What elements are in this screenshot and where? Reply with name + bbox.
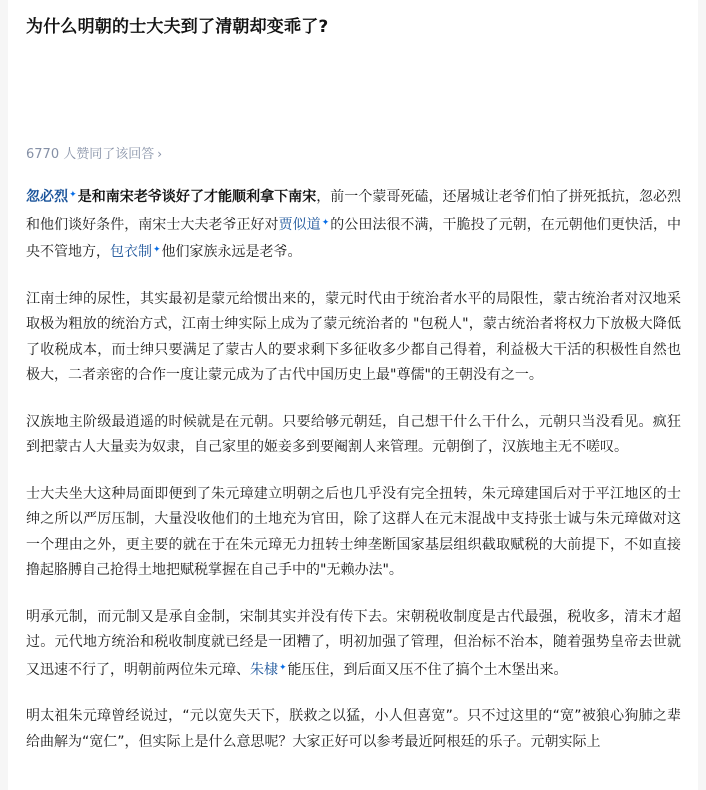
bold-text: 是和南宋老爷谈好了才能顺利拿下南宋 — [77, 189, 317, 205]
sparkle-icon: ✦ — [279, 662, 287, 673]
paragraph-2: 江南士绅的尿性，其实最初是蒙元给惯出来的，蒙元时代由于统治者水平的局限性，蒙古统治者对汉地采取极为粗放的统治方式，江南士绅实际上成为了蒙元统治者的 "包税人"，蒙古统治者将权力下放极大降低了收税成本，而士绅只要满足了蒙古人的要求剩下多征收多少都自己得着，利益极大干活的积极性自然也极大，二者亲密的合作一度让蒙元成为了古代中国历史上最"尊儒"的王朝没有之一。 — [26, 290, 681, 383]
topic-link-baoyi[interactable]: 包衣制 — [110, 244, 152, 260]
paragraph-4: 士大夫坐大这种局面即便到了朱元璋建立明朝之后也几乎没有完全扭转，朱元璋建国后对于平江地区的士绅之所以严厉压制，大量没收他们的土地充为官田，除了这群人在元末混战中支持张士诚与朱元璋做对这一个理由之外，更主要的就在于在朱元璋无力扭转士绅垄断国家基层组织截取赋税的大前提下，不如直接撸起胳膊自己抢得土地把赋税掌握在自己手中的"无赖办法"。 — [26, 485, 681, 578]
answer-card — [8, 0, 698, 790]
paragraph-3: 汉族地主阶级最逍遥的时候就是在元朝。只要给够元朝廷，自己想干什么干什么，元朝只当没看见。疯狂到把蒙古人大量卖为奴隶，自己家里的姬妾多到要阉割人来管理。元朝倒了，汉族地主无不嗟叹。 — [26, 413, 681, 455]
paragraph-text: 他们家族永远是老爷。 — [161, 244, 302, 260]
paragraph-6: 明太祖朱元璋曾经说过，“元以宽失天下，朕救之以猛，小人但喜宽”。只不过这里的“宽”被狼心狗肺之辈给曲解为“宽仁”，但实际上是什么意思呢？大家正好可以参考最近阿根廷的乐子。元朝实际上 — [26, 708, 681, 750]
topic-link-kublai[interactable]: 忽必烈 — [26, 189, 69, 205]
vote-count-text: 6770 人赞同了该回答 — [26, 147, 155, 162]
paragraph-text: 能压住，到后面又压不住了搞个土木堡出来。 — [287, 661, 568, 678]
vote-count-link[interactable] — [26, 143, 162, 162]
question-title[interactable]: 为什么明朝的士大夫到了清朝却变乖了? — [26, 17, 329, 37]
paragraph-text: ，前一个蒙哥死磕，还屠城让老爷们怕了拼死抵抗，忽必烈和他们谈好条件，南宋士大夫老爷正好对 — [26, 189, 682, 233]
answer-content — [26, 183, 681, 776]
topic-link-zhu-di[interactable]: 朱棣 — [250, 661, 278, 678]
paragraph-5 — [26, 605, 681, 684]
sparkle-icon: ✦ — [69, 190, 77, 200]
topic-link-jia-sidao[interactable]: 贾似道 — [278, 216, 321, 233]
sparkle-icon: ✦ — [153, 245, 161, 255]
sparkle-icon: ✦ — [321, 217, 330, 228]
chevron-right-icon: › — [157, 147, 163, 161]
paragraph-text: 的公田法很不满，干脆投了元朝，在元朝他们更快活，中央不管地方， — [26, 216, 682, 260]
paragraph-1 — [26, 183, 681, 266]
paragraph-text: 明承元制，而元制又是承自金制，宋制其实并没有传下去。宋朝税收制度是古代最强，税收多，清末才超过。元代地方统治和税收制度就已经是一团糟了，明初加强了管理，但治标不治本，随着强势皇帝去世就又迅速不行了，明朝前两位朱元璋、 — [26, 608, 681, 678]
